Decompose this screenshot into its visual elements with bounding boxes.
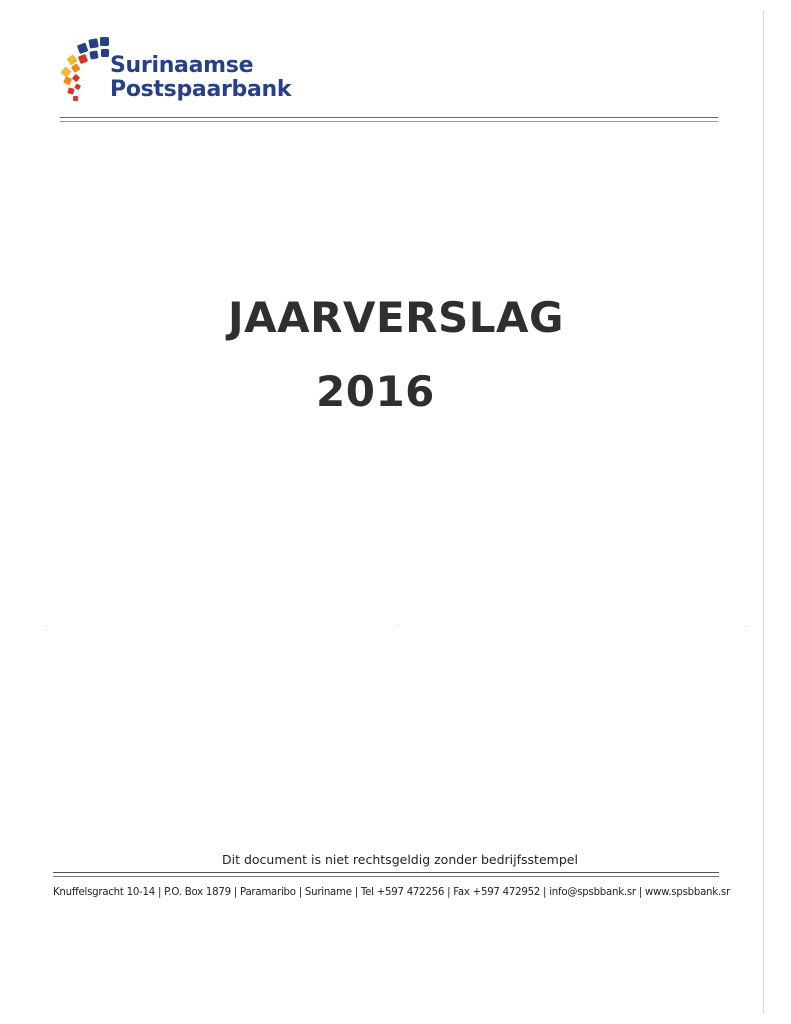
report-title-year: 2016 — [316, 367, 435, 416]
report-title-line1: JAARVERSLAG — [228, 293, 565, 342]
scan-speck — [46, 626, 48, 627]
contact-address: Knuffelsgracht 10-14 | P.O. Box 1879 | Paramaribo | Suriname | Tel +597 472256 | Fax +597 472952 | info@spsbbank.sr | www.spsbbank.sr — [53, 887, 730, 898]
scan-speck — [745, 626, 747, 627]
bank-name-line2: Postspaarbank — [110, 77, 292, 102]
bank-name — [110, 54, 291, 102]
bank-name-line1: Surinaamse — [110, 53, 254, 78]
footer-divider — [53, 872, 719, 877]
bank-logo — [60, 34, 300, 114]
page-edge-line — [763, 10, 764, 1014]
legal-disclaimer-text: Dit document is niet rechtsgeldig zonder bedrijfsstempel — [222, 852, 578, 867]
scan-speck — [397, 625, 399, 626]
header-divider — [60, 117, 718, 122]
